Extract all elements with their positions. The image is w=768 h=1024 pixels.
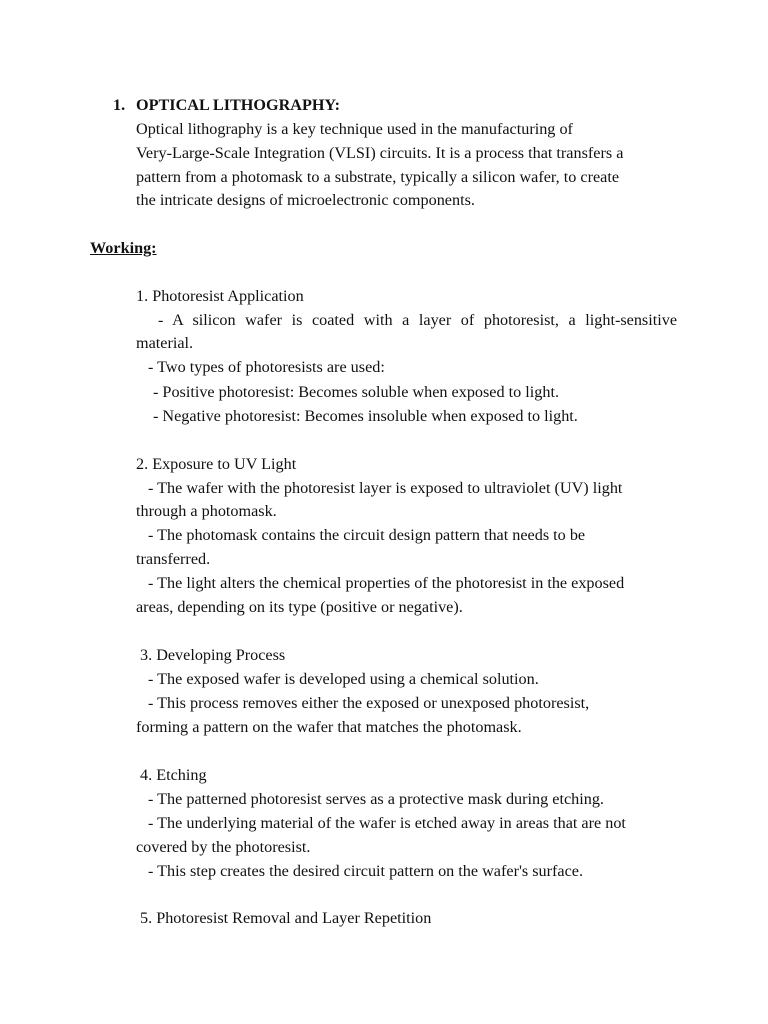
step-line: - The patterned photoresist serves as a protective mask during etching.	[148, 790, 604, 808]
intro-line: the intricate designs of microelectronic components.	[136, 191, 475, 209]
step-line: forming a pattern on the wafer that matches the photomask.	[136, 718, 522, 736]
step-line: - The underlying material of the wafer is etched away in areas that are not	[148, 814, 626, 832]
page-title: OPTICAL LITHOGRAPHY:	[136, 96, 341, 114]
step-line: material.	[136, 334, 194, 352]
step-line: - The light alters the chemical properties of the photoresist in the exposed	[148, 574, 625, 592]
working-heading: Working:	[90, 239, 157, 257]
step-line: transferred.	[136, 550, 211, 568]
intro-line: pattern from a photomask to a substrate, typically a silicon wafer, to create	[136, 168, 620, 186]
step-line: areas, depending on its type (positive or negative).	[136, 598, 463, 616]
step-title: 3. Developing Process	[140, 646, 286, 664]
step-line: - This step creates the desired circuit pattern on the wafer's surface.	[148, 862, 583, 880]
step-line: - Two types of photoresists are used:	[148, 358, 385, 376]
step-title: 1. Photoresist Application	[136, 287, 304, 305]
step-line: - This process removes either the exposed or unexposed photoresist,	[148, 694, 590, 712]
heading-number: 1.	[113, 96, 126, 114]
step-line: - A silicon wafer is coated with a layer of photoresist, a light-sensitive	[158, 311, 677, 329]
step-line: - The photomask contains the circuit design pattern that needs to be	[148, 526, 586, 544]
step-line: - Negative photoresist: Becomes insoluble when exposed to light.	[153, 407, 578, 425]
step-line: - The wafer with the photoresist layer is exposed to ultraviolet (UV) light	[148, 479, 623, 497]
intro-line: Optical lithography is a key technique used in the manufacturing of	[136, 120, 573, 138]
intro-line: Very-Large-Scale Integration (VLSI) circuits. It is a process that transfers a	[136, 144, 624, 162]
step-title: 4. Etching	[140, 766, 207, 784]
step-line: covered by the photoresist.	[136, 838, 311, 856]
step-title: 2. Exposure to UV Light	[136, 455, 297, 473]
step-line: - Positive photoresist: Becomes soluble when exposed to light.	[153, 383, 559, 401]
step-line: through a photomask.	[136, 502, 277, 520]
step-title: 5. Photoresist Removal and Layer Repetition	[140, 909, 432, 927]
step-line: - The exposed wafer is developed using a chemical solution.	[148, 670, 539, 688]
